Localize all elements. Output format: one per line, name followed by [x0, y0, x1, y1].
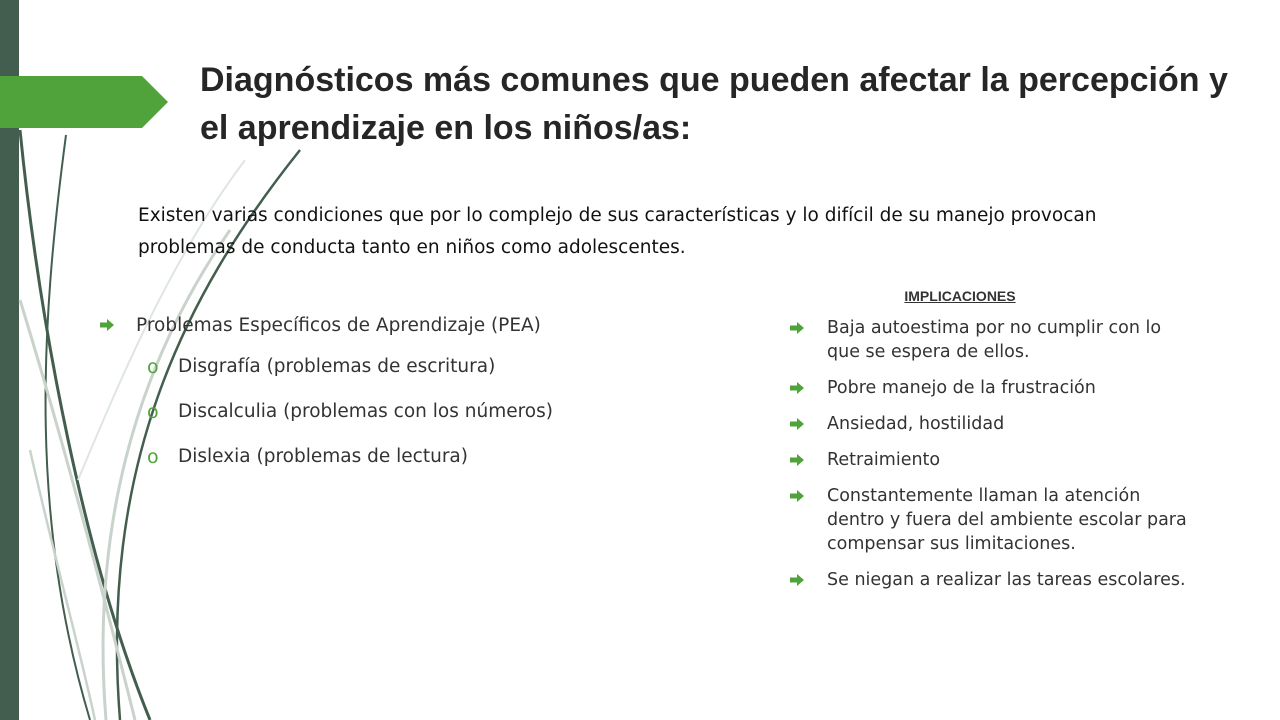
main-bullet-item [100, 306, 740, 344]
list-item [790, 376, 1190, 400]
list-item [100, 434, 740, 479]
list-item [790, 316, 1190, 364]
list-item [790, 484, 1190, 556]
arrow-right-icon [790, 322, 804, 334]
sub-item-label: Disgrafía (problemas de escritura) [178, 356, 496, 377]
list-item [790, 412, 1190, 436]
list-item [100, 344, 740, 389]
main-bullet-label: Problemas Específicos de Aprendizaje (PEA) [136, 314, 541, 336]
circle-marker-icon: o [147, 400, 159, 423]
implications-heading: IMPLICACIONES [904, 288, 1016, 304]
list-item [790, 568, 1190, 592]
arrow-right-icon [790, 454, 804, 466]
arrow-right-icon [790, 574, 804, 586]
circle-marker-icon: o [147, 355, 159, 378]
arrow-right-icon [790, 418, 804, 430]
intro-paragraph: Existen varias condiciones que por lo complejo de sus características y lo difícil de su manejo provocan problemas de conducta tanto en niños como adolescentes. [138, 205, 1097, 258]
sub-list [100, 344, 740, 479]
implication-text: Ansiedad, hostilidad [827, 414, 1005, 434]
sub-item-label: Discalculia (problemas con los números) [178, 401, 553, 422]
implication-text: Constantemente llaman la atención dentro y fuera del ambiente escolar para compensar sus limitaciones. [827, 486, 1187, 554]
implications-list [790, 316, 1190, 592]
sub-item-label: Dislexia (problemas de lectura) [178, 446, 468, 467]
green-arrow-tab [0, 76, 168, 128]
circle-marker-icon: o [147, 445, 159, 468]
implication-text: Pobre manejo de la frustración [827, 378, 1096, 398]
implications-section [790, 288, 1190, 604]
arrow-right-icon [100, 319, 114, 331]
arrow-right-icon [790, 490, 804, 502]
implication-text: Retraimiento [827, 450, 941, 470]
diagnoses-list [100, 306, 740, 479]
implication-text: Se niegan a realizar las tareas escolares. [827, 570, 1186, 590]
slide-title: Diagnósticos más comunes que pueden afectar la percepción y el aprendizaje en los niños/as: [200, 61, 1228, 147]
list-item [100, 389, 740, 434]
arrow-right-icon [790, 382, 804, 394]
implication-text: Baja autoestima por no cumplir con lo que se espera de ellos. [827, 318, 1162, 362]
list-item [790, 448, 1190, 472]
